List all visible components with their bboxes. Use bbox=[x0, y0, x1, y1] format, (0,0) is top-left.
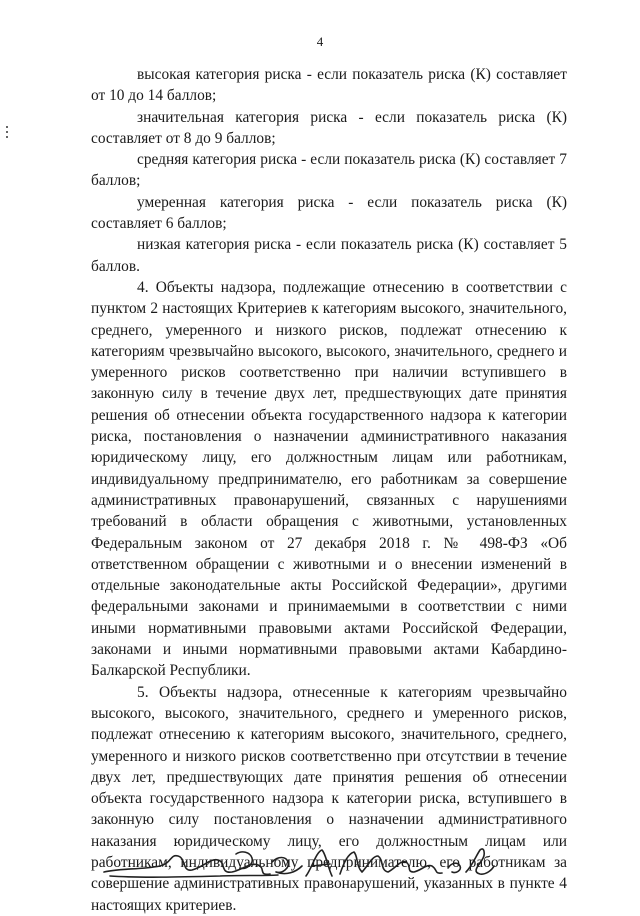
signature-1 bbox=[104, 852, 302, 877]
document-body bbox=[91, 64, 567, 916]
risk-category-medium: средняя категория риска - если показатель риска (К) составляет 7 баллов; bbox=[91, 151, 567, 190]
page-number: 4 bbox=[316, 34, 324, 49]
margin-mark bbox=[6, 126, 8, 144]
clause-5: 5. Объекты надзора, отнесенные к категориям чрезвычайно высокого, высокого, значительного, среднего и умеренного рисков, подлежат отнесению к категориям высокого, значительного, среднего, умеренного и низкого рисков соответственно при отсутствии в течение двух лет, предшествующих дате принятия решения об отнесении объекта государственного надзора к категории риска, вступившего в законную силу постановления о назначении административного наказания юридическому лицу, его должностным лицам или работникам, индивидуальному предпринимателю, его работникам за совершение административных правонарушений, указанных в пункте 4 настоящих критериев. bbox=[91, 683, 567, 914]
signatures bbox=[100, 832, 520, 892]
risk-category-high: высокая категория риска - если показатель риска (К) составляет от 10 до 14 баллов; bbox=[91, 66, 567, 105]
risk-category-low: низкая категория риска - если показатель риска (К) составляет 5 баллов. bbox=[91, 236, 567, 275]
risk-category-significant: значительная категория риска - если показатель риска (К) составляет от 8 до 9 баллов; bbox=[91, 108, 567, 147]
signature-2 bbox=[306, 849, 494, 876]
risk-category-moderate: умеренная категория риска - если показатель риска (К) составляет 6 баллов; bbox=[91, 193, 567, 233]
clause-4: 4. Объекты надзора, подлежащие отнесению в соответствии с пунктом 2 настоящих Критериев к категориям высокого, значительного, среднего, умеренного и низкого рисков, подлежат отнесению к категориям чрезвычайно высокого, высокого, значительного, среднего и умеренного рисков соответственно при наличии вступившего в законную силу в течение двух лет, предшествующих дате принятия решения об отнесении объекта государственного надзора к категории риска, постановления о назначении административного наказания юридическому лицу, его должностным лицам или работникам, индивидуальному предпринимателю, его работникам за совершение административных правонарушений, связанных с нарушениями требований в области обращения с животными, установленных Федеральным законом от 27 декабря 2018 г. № 498-ФЗ «Об ответственном обращении с животными и о внесении изменений в отдельные законодательные акты Российской Федерации», другими федеральными законами и принимаемыми в соответствии с ними иными нормативными правовыми актами Российской Федерации, законами и иными нормативными правовыми актами Кабардино-Балкарской Республики. bbox=[91, 278, 567, 680]
